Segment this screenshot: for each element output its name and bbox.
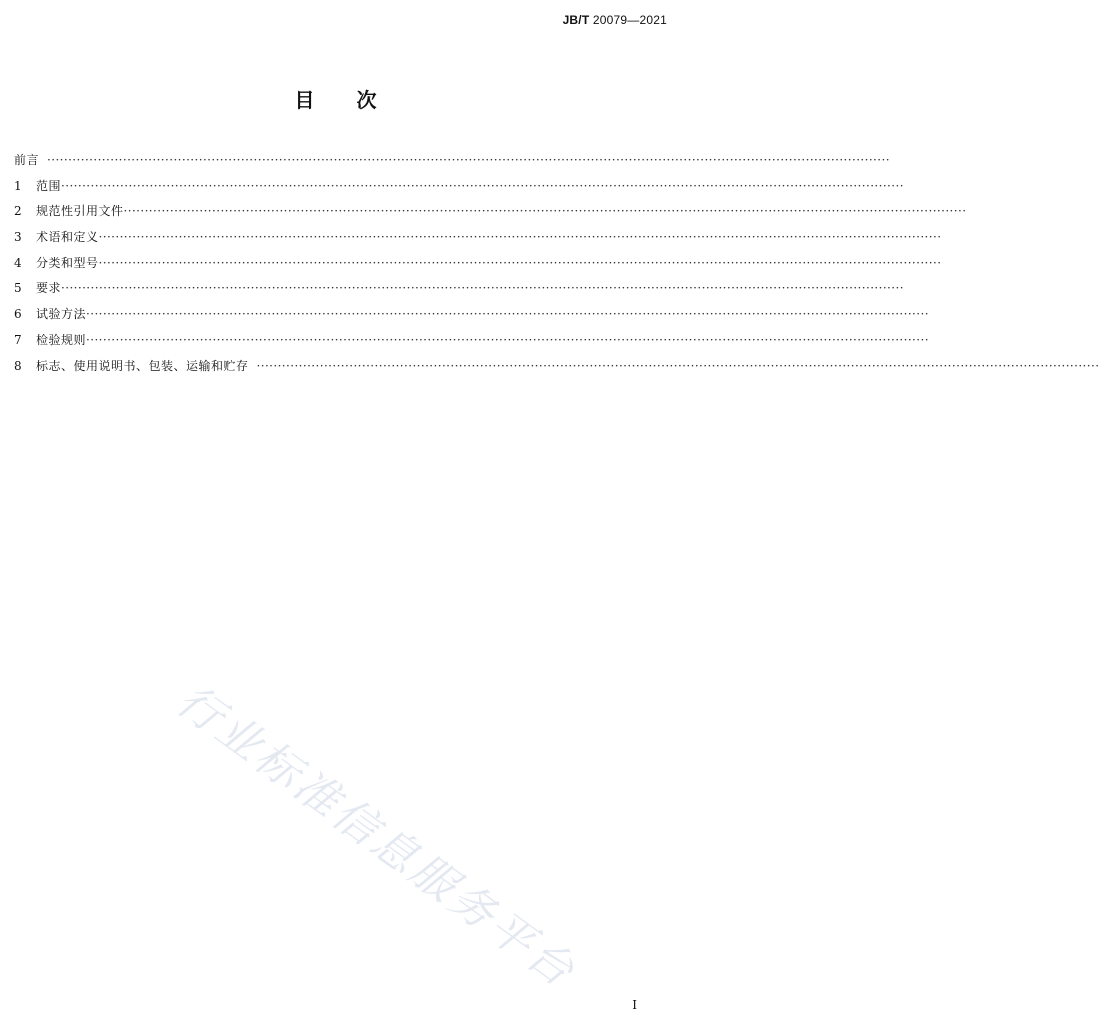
title-char-2: 次 bbox=[356, 88, 377, 112]
toc-leader-dots: ········································································································································································································ bbox=[256, 358, 1099, 373]
toc-entry-preface[interactable] bbox=[14, 150, 890, 176]
toc-entry-label: 规范性引用文件 bbox=[36, 204, 124, 219]
toc-entry-number: 6 bbox=[14, 307, 22, 322]
toc-leader-dots: ········································································································································································································ bbox=[61, 281, 904, 296]
toc-entry-number: 5 bbox=[14, 281, 22, 296]
toc-leader-dots: ········································································································································································································ bbox=[86, 332, 929, 347]
toc-entry-test-methods[interactable] bbox=[14, 304, 929, 330]
toc-entry-label: 术语和定义 bbox=[36, 230, 99, 245]
toc-leader-dots: ········································································································································································································ bbox=[123, 204, 967, 219]
toc-entry-marking-packaging[interactable] bbox=[14, 356, 1099, 382]
toc-entry-number: 7 bbox=[14, 332, 22, 347]
toc-entry-classification[interactable] bbox=[14, 253, 942, 279]
toc-entry-label: 标志、使用说明书、包装、运输和贮存 bbox=[36, 358, 249, 373]
toc-entry-label: 要求 bbox=[36, 281, 62, 296]
toc-leader-dots: ········································································································································································································ bbox=[47, 153, 890, 167]
standard-number: 20079—2021 bbox=[592, 13, 667, 27]
toc-entry-number: 1 bbox=[14, 178, 22, 193]
toc-entry-label: 前言 bbox=[14, 153, 40, 167]
toc-leader-dots: ········································································································································································································ bbox=[86, 307, 929, 322]
toc-entry-label: 试验方法 bbox=[36, 307, 87, 322]
toc-entry-label: 范围 bbox=[36, 178, 62, 193]
page-title bbox=[0, 84, 671, 113]
watermark: 行业标准信息服务平台 bbox=[167, 675, 586, 999]
standard-code bbox=[563, 13, 667, 27]
toc-entry-label: 检验规则 bbox=[36, 332, 87, 347]
title-char-1: 目 bbox=[294, 88, 315, 112]
toc-entry-requirements[interactable] bbox=[14, 278, 904, 304]
toc-entry-number: 2 bbox=[14, 204, 22, 219]
toc-entry-number: 4 bbox=[14, 255, 22, 270]
page-number: I bbox=[632, 998, 637, 1012]
toc-entry-number: 3 bbox=[14, 230, 22, 245]
toc-entry-terms-definitions[interactable] bbox=[14, 227, 942, 253]
toc-entry-inspection-rules[interactable] bbox=[14, 330, 929, 356]
toc-leader-dots: ········································································································································································································ bbox=[98, 230, 942, 245]
toc-entry-scope[interactable] bbox=[14, 176, 904, 202]
toc-entry-number: 8 bbox=[14, 358, 22, 373]
toc-entry-normative-references[interactable] bbox=[14, 201, 967, 227]
toc-entry-label: 分类和型号 bbox=[36, 255, 99, 270]
standard-prefix: JB/T bbox=[562, 13, 590, 27]
table-of-contents bbox=[14, 150, 1099, 381]
toc-leader-dots: ········································································································································································································ bbox=[61, 178, 904, 193]
toc-leader-dots: ········································································································································································································ bbox=[98, 255, 942, 270]
